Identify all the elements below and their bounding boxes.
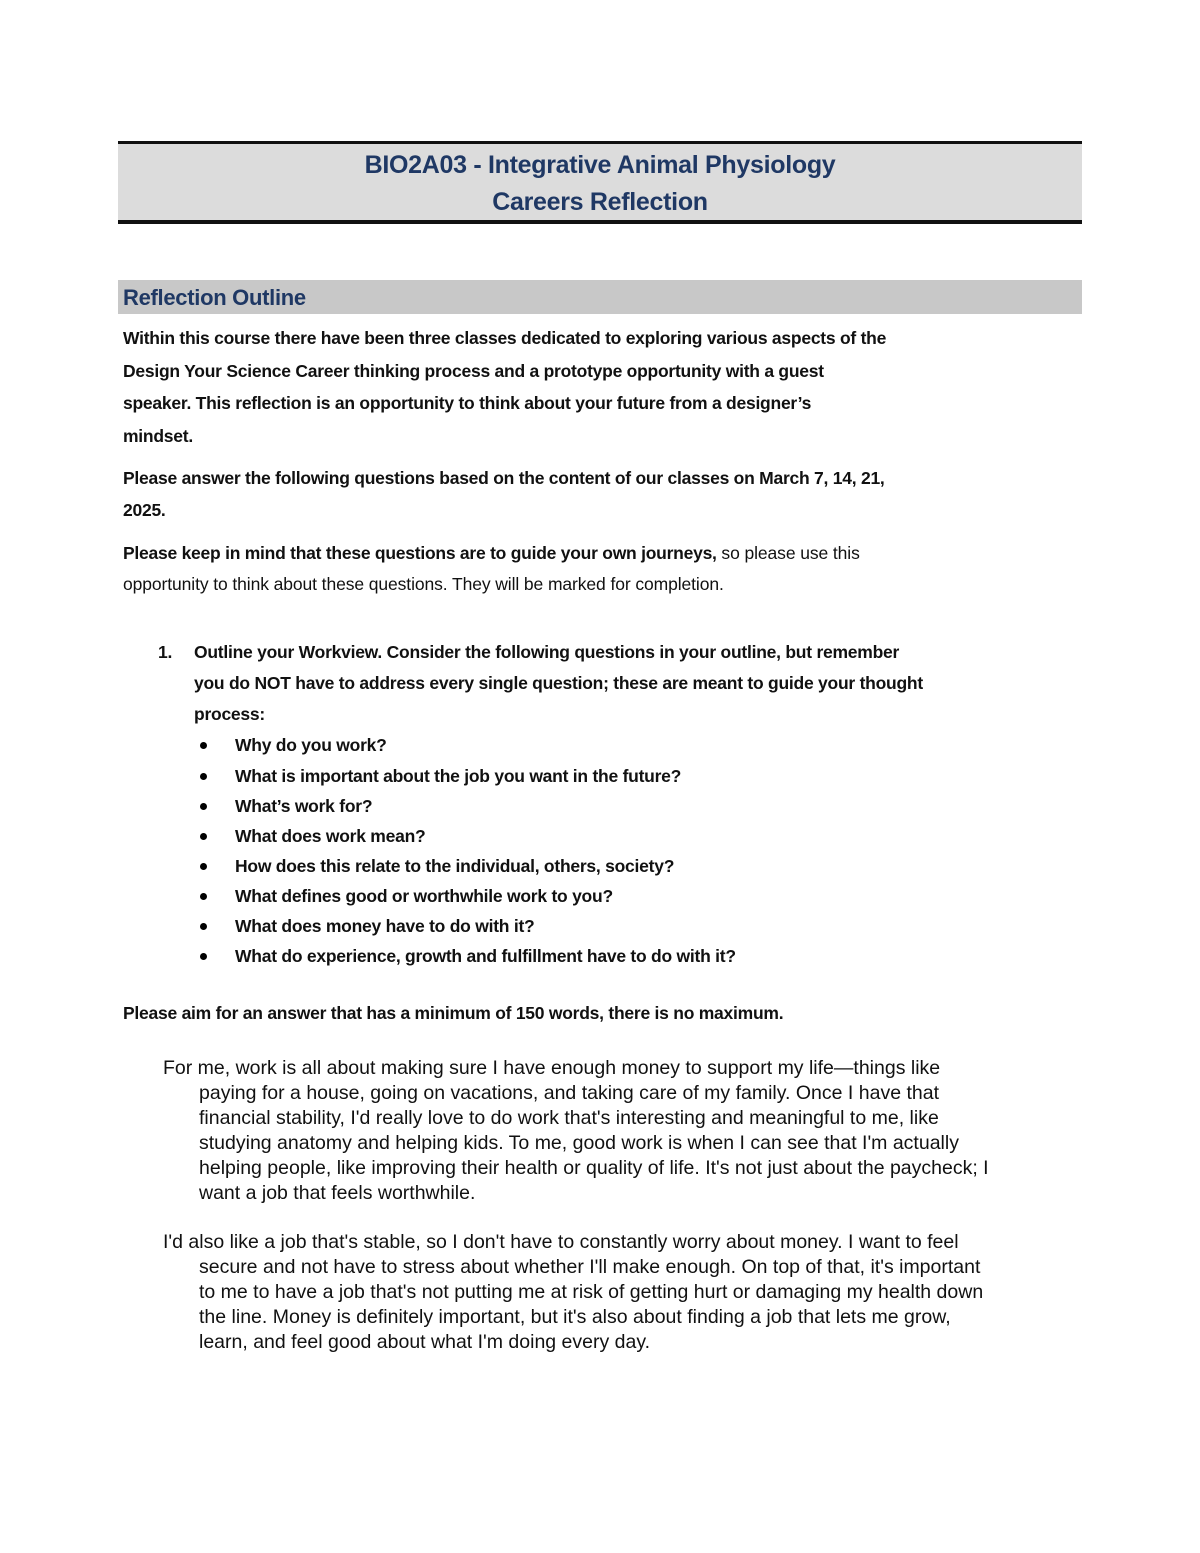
bullet-icon [200, 893, 207, 900]
answer-line: the line. Money is definitely important, but it's also about finding a job that lets me grow, [199, 1306, 951, 1328]
answer-line: learn, and feel good about what I'm doing every day. [199, 1331, 651, 1353]
list-item: What does work mean? [235, 826, 426, 846]
instructions-text: 2025. [123, 500, 166, 520]
intro-text: speaker. This reflection is an opportunity to think about your future from a designer’s [123, 393, 812, 413]
answer-line: want a job that feels worthwhile. [199, 1182, 476, 1204]
question-text: Outline your Workview. Consider the following questions in your outline, but remember [194, 642, 900, 662]
answer-line: helping people, like improving their health or quality of life. It's not just about the paycheck; I [199, 1157, 989, 1179]
course-title: BIO2A03 - Integrative Animal Physiology [364, 151, 836, 179]
answer-line: secure and not have to stress about whether I'll make enough. On top of that, it's important [199, 1256, 981, 1278]
bullet-icon [200, 803, 207, 810]
list-item: What is important about the job you want in the future? [235, 766, 682, 786]
instructions-text: Please answer the following questions based on the content of our classes on March 7, 14, 21, [123, 468, 885, 488]
section-heading: Reflection Outline [118, 280, 1082, 314]
document-subtitle: Careers Reflection [492, 188, 708, 216]
bullet-icon [200, 773, 207, 780]
guidance-bold: Please keep in mind that these questions are to guide your own journeys, [123, 543, 717, 563]
bullet-icon [200, 953, 207, 960]
list-item: What does money have to do with it? [235, 916, 535, 936]
list-item: What do experience, growth and fulfillment have to do with it? [235, 946, 736, 966]
answer-line: I'd also like a job that's stable, so I don't have to constantly worry about money. I want to feel [163, 1231, 959, 1253]
guidance-rest: so please use this [716, 543, 860, 563]
list-item: How does this relate to the individual, others, society? [235, 856, 675, 876]
bullet-icon [200, 923, 207, 930]
answer-line: studying anatomy and helping kids. To me, good work is when I can see that I'm actually [199, 1132, 959, 1154]
intro-text: mindset. [123, 426, 193, 446]
bullet-icon [200, 833, 207, 840]
word-count-instruction: Please aim for an answer that has a minimum of 150 words, there is no maximum. [123, 1003, 784, 1023]
document-title-band [118, 141, 1082, 224]
answer-line: paying for a house, going on vacations, and taking care of my family. Once I have that [199, 1082, 939, 1104]
answer-line: to me to have a job that's not putting me at risk of getting hurt or damaging my health down [199, 1281, 984, 1303]
bullet-icon [200, 863, 207, 870]
intro-text: Design Your Science Career thinking process and a prototype opportunity with a guest [123, 361, 824, 381]
list-item: What defines good or worthwhile work to you? [235, 886, 613, 906]
guidance-text [123, 542, 860, 564]
bullet-icon [200, 742, 207, 749]
question-text: you do NOT have to address every single question; these are meant to guide your thought [194, 673, 923, 693]
answer-line: For me, work is all about making sure I have enough money to support my life—things like [163, 1057, 941, 1079]
question-number: 1. [158, 642, 173, 662]
question-text: process: [194, 704, 265, 724]
answer-line: financial stability, I'd really love to do work that's interesting and meaningful to me, like [199, 1107, 939, 1129]
intro-text: Within this course there have been three classes dedicated to exploring various aspects of the [123, 328, 887, 348]
guidance-text: opportunity to think about these questions. They will be marked for completion. [123, 574, 724, 594]
list-item: What’s work for? [235, 796, 373, 816]
list-item: Why do you work? [235, 735, 387, 755]
